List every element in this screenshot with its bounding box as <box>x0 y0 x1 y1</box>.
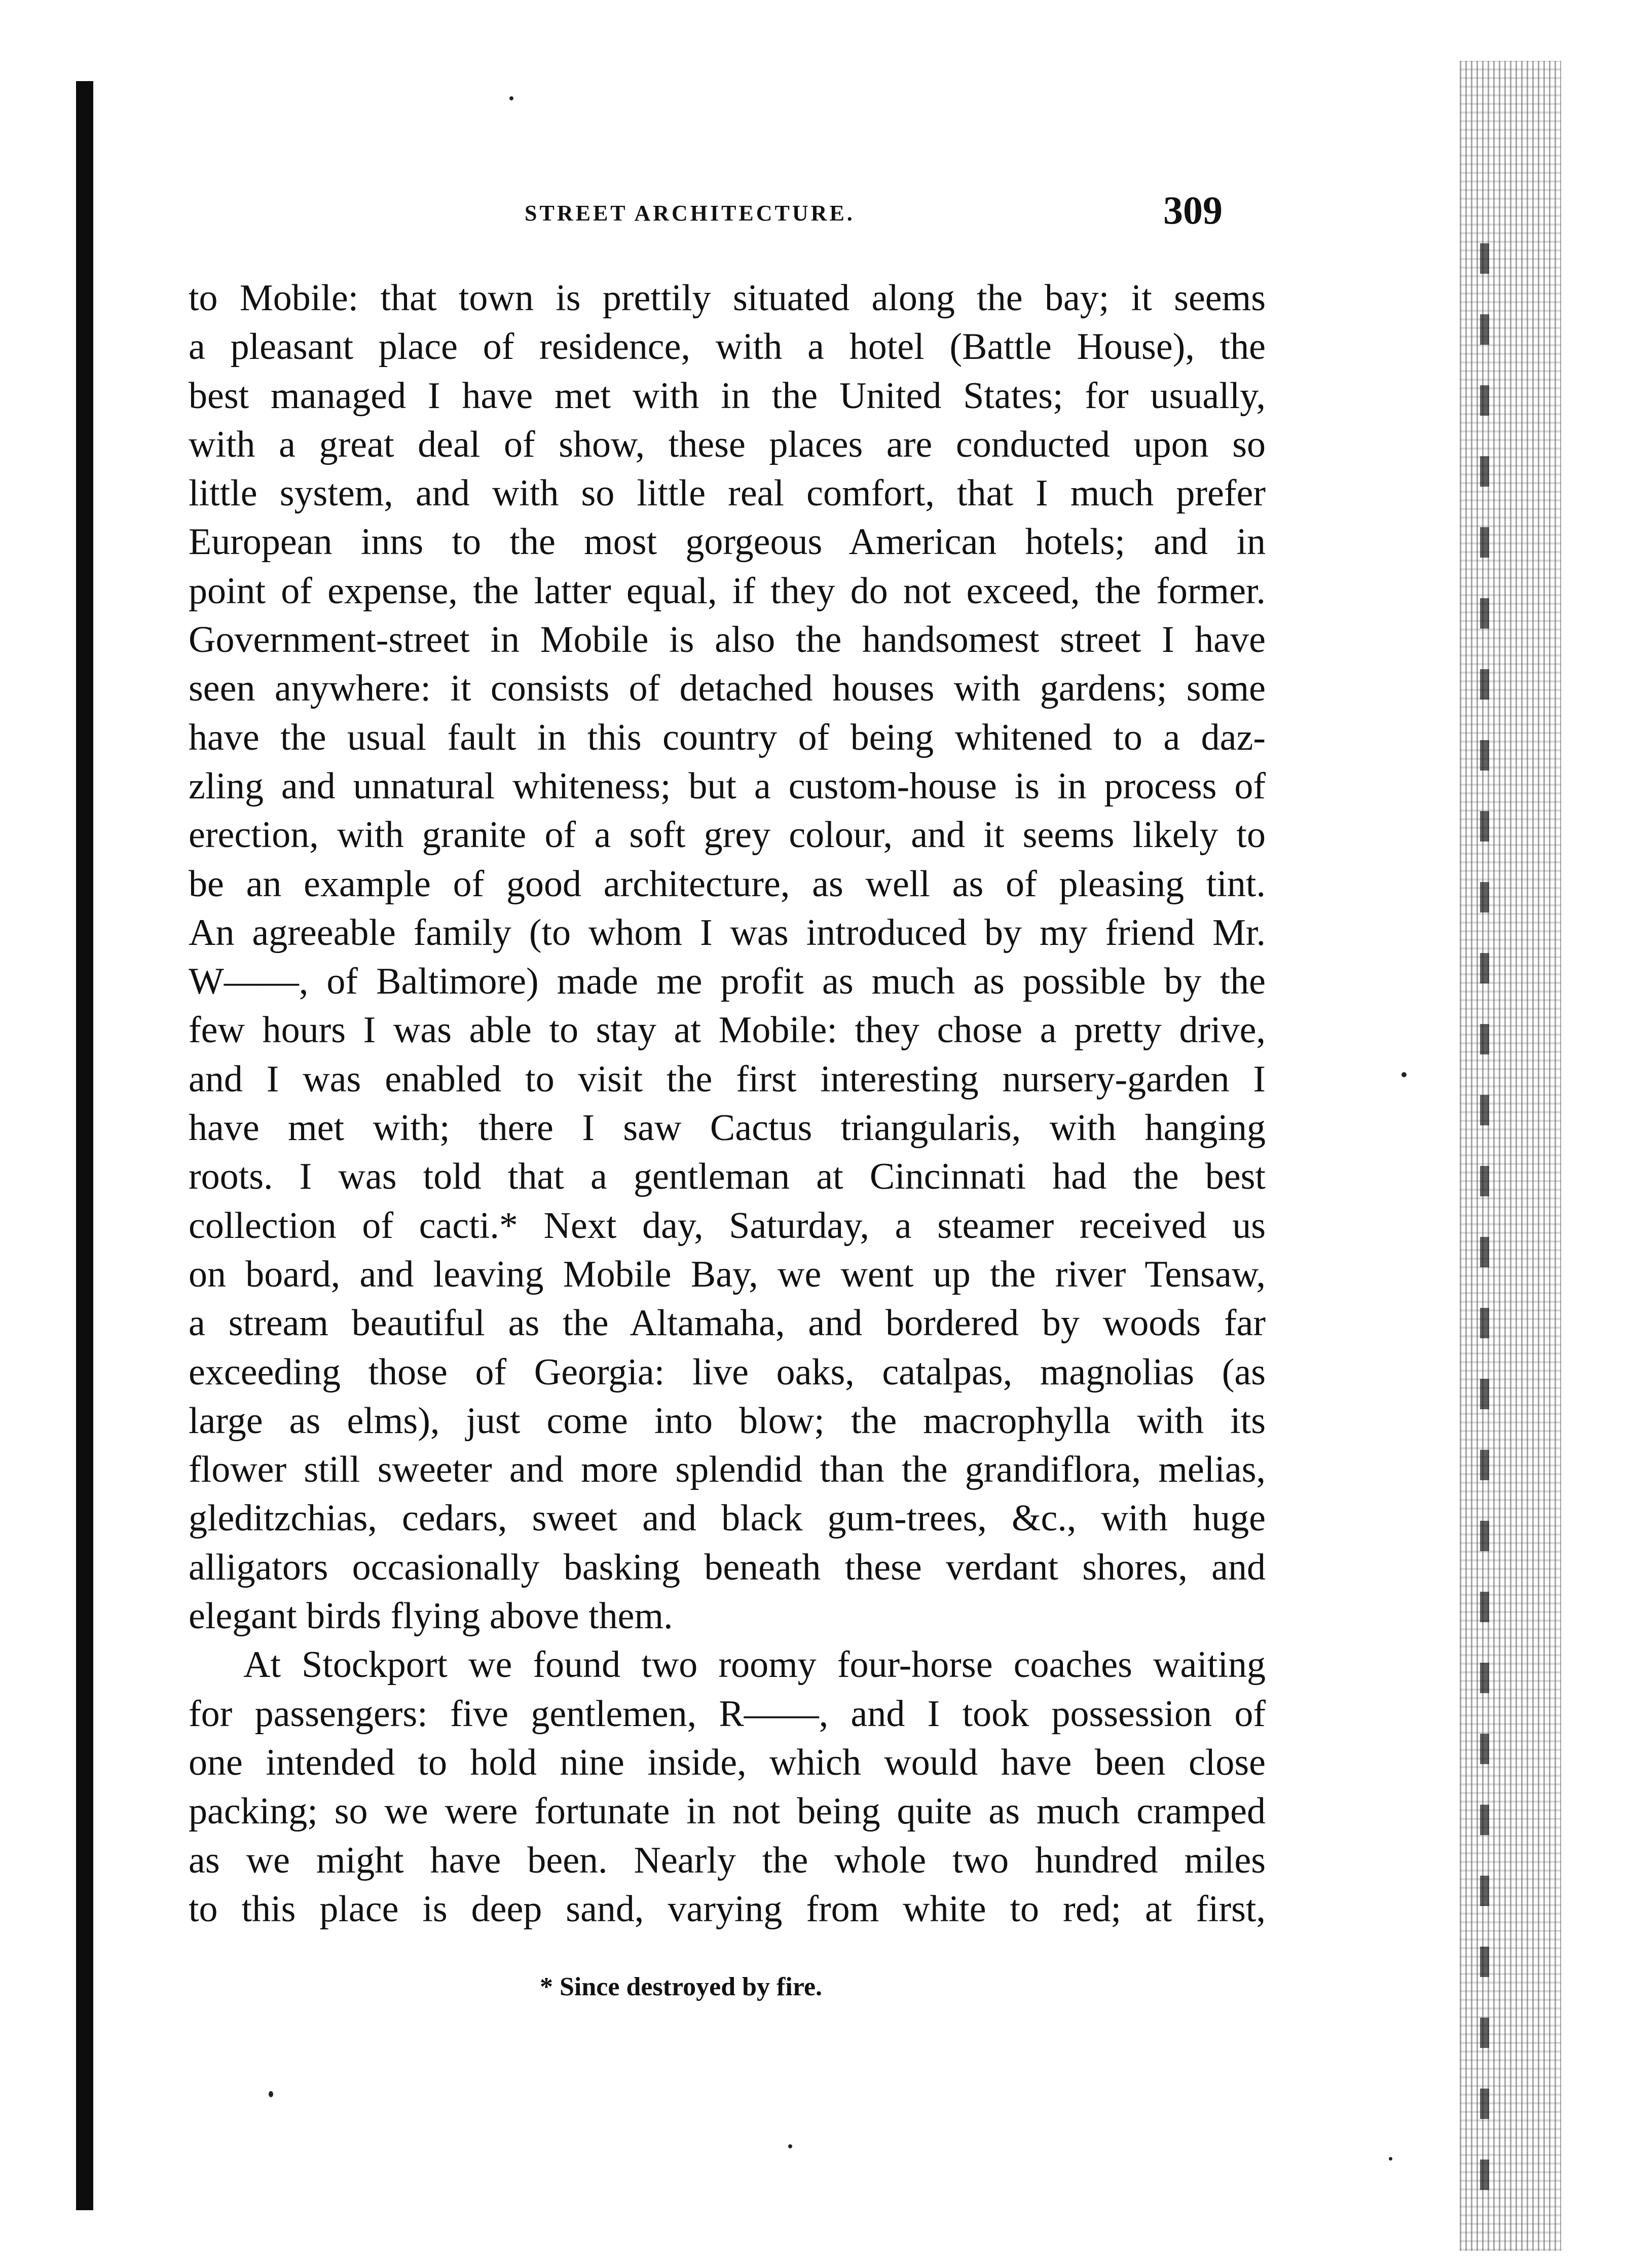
text-line: with a great deal of show, these places are conducted upon so <box>189 423 1266 465</box>
running-head: STREET ARCHITECTURE. <box>525 201 855 226</box>
text-line: to Mobile: that town is prettily situated along the bay; it seems <box>189 277 1266 319</box>
ink-speck <box>509 96 513 100</box>
footnote: * Since destroyed by fire. <box>540 1972 823 2001</box>
text-line: exceeding those of Georgia: live oaks, catalpas, magnolias (as <box>189 1351 1266 1393</box>
text-line: on board, and leaving Mobile Bay, we went up the river Tensaw, <box>189 1253 1266 1295</box>
text-line: a stream beautiful as the Altamaha, and bordered by woods far <box>189 1302 1266 1344</box>
text-line: have the usual fault in this country of being whitened to a daz- <box>189 716 1266 758</box>
body-text <box>189 274 1266 1933</box>
ink-speck <box>1401 1072 1407 1077</box>
text-line: W——, of Baltimore) made me profit as much as possible by the <box>189 961 1266 1003</box>
text-line: flower still sweeter and more splendid than the grandiflora, melias, <box>189 1449 1266 1491</box>
text-line: elegant birds flying above them. <box>189 1595 673 1637</box>
page-edge-texture <box>1460 61 1561 2251</box>
text-line: At Stockport we found two roomy four-horse coaches waiting <box>243 1644 1266 1686</box>
page-number: 309 <box>1163 188 1223 232</box>
text-line: seen anywhere: it consists of detached houses with gardens; some <box>189 668 1266 710</box>
binding-shadow-bar <box>76 81 93 2210</box>
text-line: Government-street in Mobile is also the handsomest street I have <box>189 619 1266 661</box>
text-line: little system, and with so little real comfort, that I much prefer <box>189 472 1266 515</box>
text-line: have met with; there I saw Cactus triangularis, with hanging <box>189 1107 1266 1149</box>
text-line: few hours I was able to stay at Mobile: they chose a pretty drive, <box>189 1009 1266 1051</box>
ink-speck <box>1389 2157 1392 2161</box>
text-line: gleditzchias, cedars, sweet and black gum-trees, &c., with huge <box>189 1497 1266 1540</box>
text-line: An agreeable family (to whom I was introduced by my friend Mr. <box>189 911 1266 954</box>
text-line: erection, with granite of a soft grey colour, and it seems likely to <box>189 814 1266 856</box>
page-edge-strokes <box>1480 213 1489 2190</box>
text-line: point of expense, the latter equal, if they do not exceed, the former. <box>189 570 1266 612</box>
text-line: alligators occasionally basking beneath these verdant shores, and <box>189 1546 1266 1588</box>
ink-speck <box>269 2091 273 2097</box>
text-line: one intended to hold nine inside, which would have been close <box>189 1741 1266 1783</box>
text-line: large as elms), just come into blow; the macrophylla with its <box>189 1400 1266 1442</box>
text-line: roots. I was told that a gentleman at Cincinnati had the best <box>189 1156 1266 1198</box>
text-line: zling and unnatural whiteness; but a custom-house is in process of <box>189 765 1266 807</box>
text-line: a pleasant place of residence, with a hotel (Battle House), the <box>189 326 1266 368</box>
text-line: and I was enabled to visit the first interesting nursery-garden I <box>189 1058 1266 1100</box>
text-line: packing; so we were fortunate in not being quite as much cramped <box>189 1790 1266 1833</box>
text-line: European inns to the most gorgeous American hotels; and in <box>189 521 1266 563</box>
text-line: collection of cacti.* Next day, Saturday, a steamer received us <box>189 1204 1266 1247</box>
ink-speck <box>788 2144 792 2148</box>
text-line: be an example of good architecture, as well as of pleasing tint. <box>189 863 1266 905</box>
text-line: as we might have been. Nearly the whole two hundred miles <box>189 1839 1266 1881</box>
text-line: best managed I have met with in the United States; for usually, <box>189 375 1266 417</box>
text-line: to this place is deep sand, varying from white to red; at first, <box>189 1888 1266 1930</box>
text-line: for passengers: five gentlemen, R——, and I took possession of <box>189 1693 1266 1735</box>
